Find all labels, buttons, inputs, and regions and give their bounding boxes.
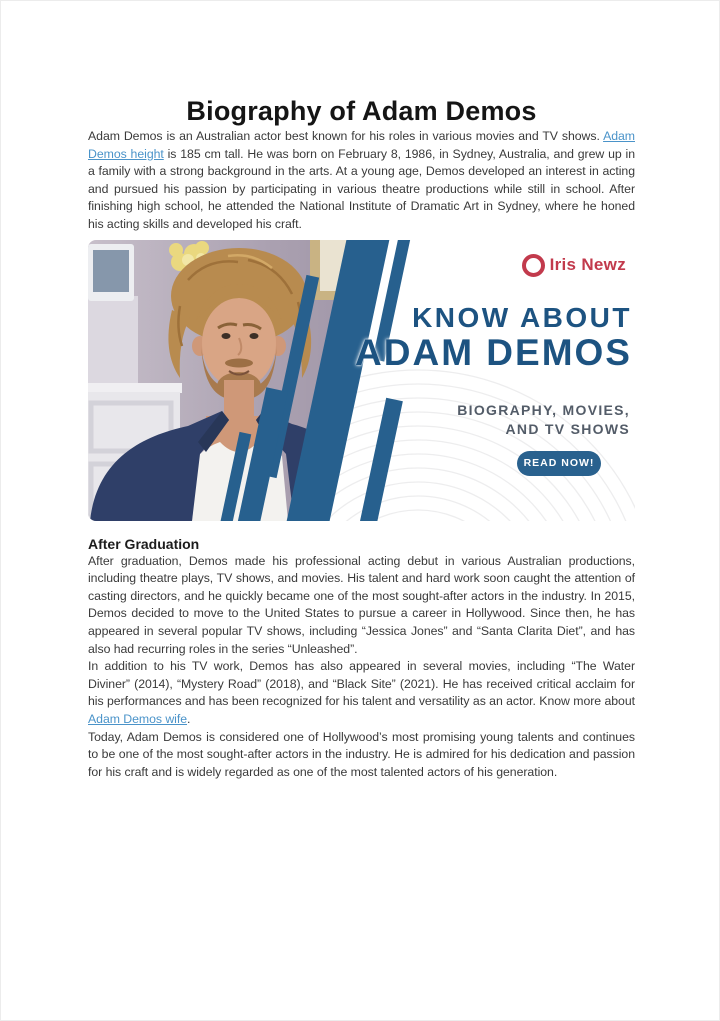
paragraph-movies — [88, 658, 635, 728]
adam-demos-wife-link[interactable]: Adam Demos wife — [88, 711, 188, 726]
document-content — [88, 1, 635, 781]
page-title: Biography of Adam Demos — [186, 96, 537, 126]
brand-logo — [522, 254, 626, 277]
banner-headline-line2: ADAM DEMOS — [355, 331, 632, 373]
promo-banner — [88, 240, 635, 521]
intro-paragraph — [88, 128, 635, 234]
section-heading: After Graduation — [88, 535, 200, 552]
paragraph-after-graduation: After graduation, Demos made his professional acting debut in various Australian productions, including theatre plays, TV shows, and movies. His talent and hard work soon caught the attention of casting directors, and he quickly became one of the most sought-after actors in the industry. In 2015, Demos decided to move to the United States to pursue a career in Hollywood. Since then, he has appeared in several popular TV shows, including “Jessica Jones” and “Santa Clarita Diet”, and has also had recurring roles in the series “Unleashed”. — [88, 553, 635, 656]
banner-subheadline — [457, 401, 630, 439]
brand-name: Iris Newz — [549, 255, 626, 275]
banner-subheadline-line2: AND TV SHOWS — [505, 420, 630, 437]
read-now-button[interactable]: READ NOW! — [517, 451, 601, 476]
brand-ring-icon — [522, 254, 545, 277]
paragraph-today: Today, Adam Demos is considered one of Hollywood’s most promising young talents and continues to be one of the most sought-after actors in the industry. He is admired for his dedication and passion for his craft and is widely regarded as one of the most talented actors of his generation. — [88, 729, 635, 779]
banner-headline-line1: KNOW ABOUT — [412, 301, 632, 333]
movies-text-after-link: . — [187, 711, 191, 726]
intro-text-after-link: is 185 cm tall. He was born on February 8, 1986, in Sydney, Australia, and grew up in a family with a strong background in the arts. At a young age, Demos developed an interest in acting and pursued his passion by participating in various theatre productions while still in school. After finishing high school, he attended the National Institute of Dramatic Art in Sydney, where he honed his acting skills and developed his craft. — [88, 146, 635, 231]
intro-text-before-link: Adam Demos is an Australian actor best known for his roles in various movies and TV shows. — [88, 129, 604, 143]
banner-subheadline-line1: BIOGRAPHY, MOVIES, — [457, 401, 630, 418]
adam-demos-height-link[interactable]: Adam Demos height — [88, 129, 635, 161]
movies-text-before-link: In addition to his TV work, Demos has also appeared in several movies, including “The Water Diviner” (2014), “Mystery Road” (2018), and “Black Site” (2021). He has received critical acclaim for his performances and has been recognized for his talent and versatility as an actor. Know more about — [88, 659, 635, 709]
